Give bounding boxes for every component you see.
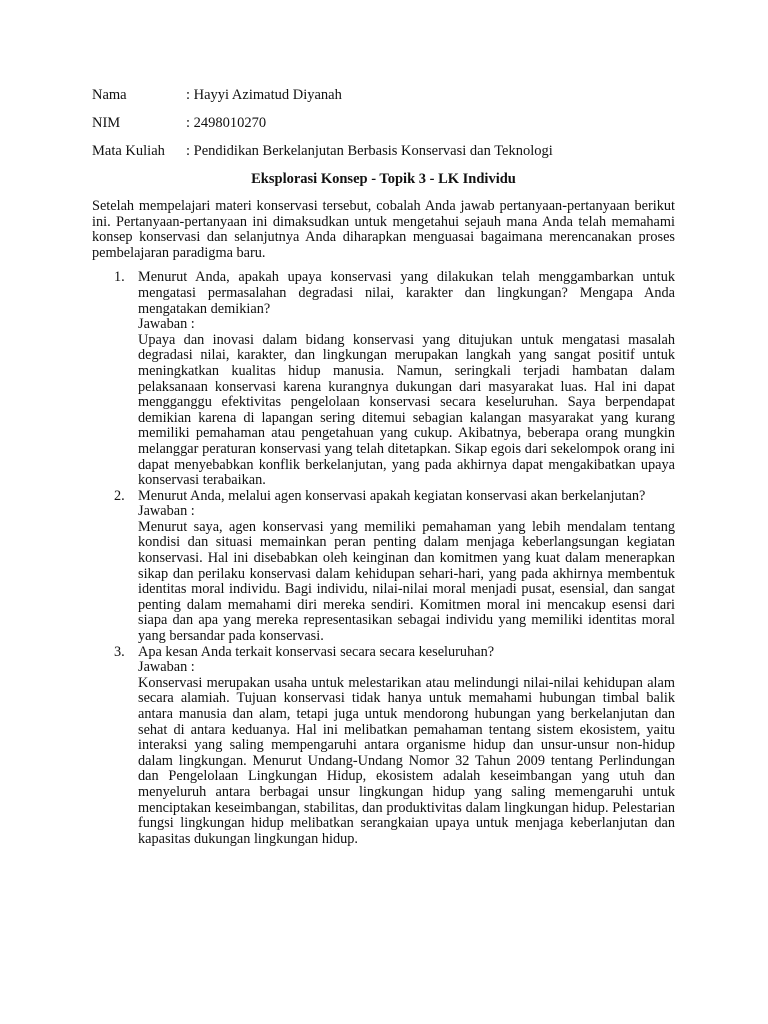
course-value: : Pendidikan Berkelanjutan Berbasis Konservasi dan Teknologi (186, 143, 553, 159)
question-number: 1. (114, 269, 125, 286)
name-value: : Hayyi Azimatud Diyanah (186, 87, 342, 103)
answer-text: Menurut saya, agen konservasi yang memiliki pemahaman yang lebih mendalam tentang kondisi dan situasi memainkan peran penting dalam menjaga keberlangsungan kegiatan konservasi. Hal ini disebabkan oleh keinginan dan komitmen yang kuat dalam menerapkan sikap dan perilaku konservasi dalam kehidupan sehari-hari, yang pada akhirnya membentuk identitas moral individu. Bagi individu, nilai-nilai moral menjadi pusat, esensial, dan sangat penting dalam memahami diri mereka sendiri. Komitmen moral ini mencakup esensi dari siapa dan apa yang mereka representasikan sebagai individu yang memiliki identitas moral yang bersandar pada konservasi. (138, 518, 675, 645)
name-row (92, 86, 675, 104)
nim-row (92, 114, 675, 132)
question-text: Apa kesan Anda terkait konservasi secara secara keseluruhan? (138, 643, 495, 660)
nim-value: : 2498010270 (186, 115, 267, 131)
name-label: Nama (92, 87, 127, 103)
question-item-1 (92, 270, 675, 488)
answer-label: Jawaban : (138, 316, 195, 333)
question-text: Menurut Anda, melalui agen konservasi apakah kegiatan konservasi akan berkelanjutan? (138, 487, 646, 504)
question-list (92, 270, 675, 847)
answer-label: Jawaban : (138, 503, 195, 520)
document-page (92, 86, 675, 847)
question-text: Menurut Anda, apakah upaya konservasi yang dilakukan telah menggambarkan untuk mengatasi permasalahan degradasi nilai, karakter dan lingkungan? Mengapa Anda mengatakan demikian? (138, 269, 675, 317)
question-item-3 (92, 645, 675, 848)
course-label: Mata Kuliah (92, 143, 165, 159)
question-number: 3. (114, 643, 125, 660)
intro-paragraph: Setelah mempelajari materi konservasi tersebut, cobalah Anda jawab pertanyaan-pertanyaan berikut ini. Pertanyaan-pertanyaan ini dimaksudkan untuk mengetahui sejauh mana Anda telah memahami konsep konservasi dan selanjutnya Anda diharapkan menguasai bagaimana merencanakan proses pembelajaran paradigma baru. (92, 198, 675, 261)
answer-text: Upaya dan inovasi dalam bidang konservasi yang ditujukan untuk mengatasi masalah degradasi nilai, karakter, dan lingkungan merupakan langkah yang sangat positif untuk meningkatkan kualitas hidup manusia. Namun, seringkali terjadi hambatan dalam pelaksanaan konservasi karena kurangnya dukungan dari masyarakat luas. Hal ini dapat mengganggu efektivitas pengelolaan konservasi secara keseluruhan. Saya berpendapat demikian karena di lapangan sering ditemui sebagian kalangan masyarakat yang kurang memiliki pemahaman atau pengetahuan yang cukup. Akibatnya, beberapa orang mungkin melanggar peraturan konservasi yang telah ditetapkan. Sikap egois dari sekelompok orang ini dapat menyebabkan konflik berkelanjutan, yang pada akhirnya dapat mengakibatkan upaya konservasi terabaikan. (138, 331, 675, 489)
question-number: 2. (114, 487, 125, 504)
document-title: Eksplorasi Konsep - Topik 3 - LK Individu (251, 171, 516, 187)
answer-label: Jawaban : (138, 659, 195, 676)
answer-text: Konservasi merupakan usaha untuk melestarikan atau melindungi nilai-nilai kehidupan alam secara alamiah. Tujuan konservasi tidak hanya untuk memahami hubungan timbal balik antara manusia dan alam, tetapi juga untuk mendorong hubungan yang berkelanjutan dan sehat di antara keduanya. Hal ini melibatkan pemahaman tentang sistem ekosistem, yaitu interaksi yang saling mempengaruhi antara organisme hidup dan unsur-unsur non-hidup dalam lingkungan. Menurut Undang-Undang Nomor 32 Tahun 2009 tentang Perlindungan dan Pengelolaan Lingkungan Hidup, ekosistem adalah keseimbangan yang utuh dan menyeluruh antara berbagai unsur lingkungan hidup yang saling memengaruhi untuk menciptakan keseimbangan, stabilitas, dan produktivitas dalam lingkungan hidup. Pelestarian fungsi lingkungan hidup melibatkan serangkaian upaya untuk menjaga keberlanjutan dan kapasitas dukungan lingkungan hidup. (138, 674, 675, 847)
nim-label: NIM (92, 115, 121, 131)
question-item-2 (92, 489, 675, 645)
course-row (92, 142, 675, 160)
